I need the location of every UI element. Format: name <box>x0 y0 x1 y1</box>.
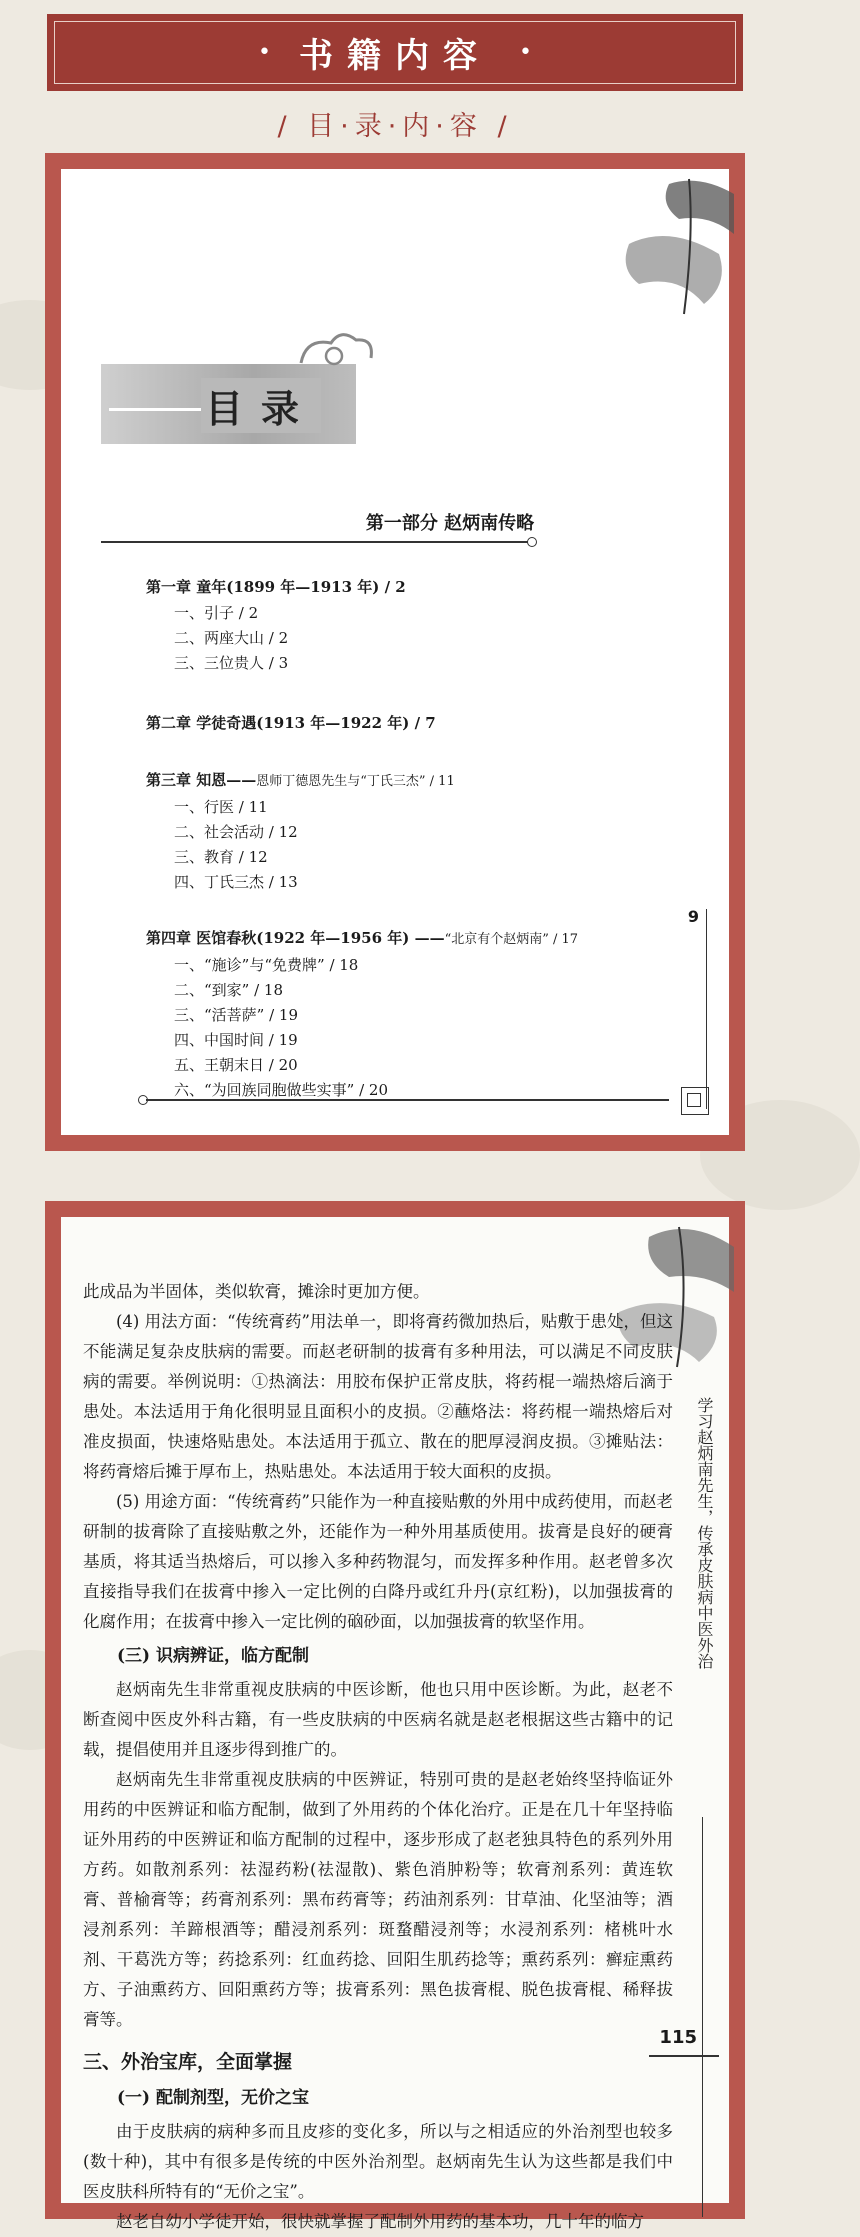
paragraph: (5) 用途方面：“传统膏药”只能作为一种直接贴敷的外用中成药使用，而赵老研制的拔膏除了直接贴敷之外，还能作为一种外用基质使用。拔膏是良好的硬膏基质，将其适当热熔后，可以掺入多种药物混匀，而发挥多种作用。赵老曾多次直接指导我们在拔膏中掺入一定比例的白降丹或红升丹(京红粉)，以加强拔膏的化腐作用；在拔膏中掺入一定比例的硇砂面，以加强拔膏的软坚作用。 <box>83 1492 673 1631</box>
banner-border <box>54 21 736 84</box>
toc-section: 三、“活菩萨” / 19 <box>174 1006 299 1024</box>
toc-section: 一、行医 / 11 <box>174 798 268 816</box>
toc-section: 三、教育 / 12 <box>174 848 268 866</box>
toc-section: 二、两座大山 / 2 <box>174 629 289 647</box>
toc-section: 二、“到家” / 18 <box>174 981 284 999</box>
chapter-title: 第一章 童年(1899 年—1913 年) / 2 <box>146 578 406 596</box>
text-page <box>61 1217 729 2231</box>
toc-chapter <box>146 767 706 895</box>
page-number: 115 <box>659 2027 697 2048</box>
toc-section: 五、王朝末日 / 20 <box>174 1056 298 1074</box>
toc-chapter <box>146 710 706 737</box>
toc-section: 六、“为回族同胞做些实事” / 20 <box>174 1081 389 1099</box>
corner-ornament-icon <box>681 1087 709 1115</box>
paragraph: 赵老自幼小学徒开始，很快就掌握了配制外用药的基本功，几十年的临方 <box>116 2212 644 2231</box>
paragraph: 赵炳南先生非常重视皮肤病的中医辨证，特别可贵的是赵老始终坚持临证外用药的中医辨证和临方配制，做到了外用药的个体化治疗。正是在几十年坚持临证外用药的中医辨证和临方配制的过程中，逐步形成了赵老独具特色的系列外用方药。如散剂系列：祛湿药粉(祛湿散)、紫色消肿粉等；软膏剂系列：黄连软膏、普榆膏等；药膏剂系列：黑布药膏等；药油剂系列：甘草油、化坚油等；酒浸剂系列：羊蹄根酒等；醋浸剂系列：斑蝥醋浸剂等；水浸剂系列：楮桃叶水剂、干葛洗方等；药捻系列：红血药捻、回阳生肌药捻等；熏药系列：癣症熏药方、子油熏药方、回阳熏药方等；拔膏系列：黑色拔膏棍、脱色拔膏棍、稀释拔膏等。 <box>83 1770 673 2029</box>
toc-section: 一、“施诊”与“免费牌” / 18 <box>174 956 359 974</box>
section-banner <box>47 14 743 91</box>
section-subtitle: / 目·录·内·容 / <box>277 111 513 142</box>
toc-list <box>146 574 706 1103</box>
paragraph: 由于皮肤病的病种多而且皮疹的变化多，所以与之相适应的外治剂型也较多(数十种)，其中有很多是传统的中医外治剂型。赵炳南先生认为这些都是我们中医皮肤科所特有的“无价之宝”。 <box>83 2122 673 2201</box>
divider <box>101 541 531 543</box>
bottom-divider <box>146 1099 669 1101</box>
cloud-ornament-icon <box>296 328 376 373</box>
toc-heading-banner <box>101 364 356 444</box>
book-page-frame <box>45 153 745 1151</box>
bullet-dot: • <box>519 40 532 65</box>
toc-section: 二、社会活动 / 12 <box>174 823 298 841</box>
part-title: 第一部分 赵炳南传略 <box>365 513 535 534</box>
body-text <box>83 1277 673 2237</box>
toc-section: 四、丁氏三杰 / 13 <box>174 873 298 891</box>
page-edge-line <box>702 1817 703 2217</box>
chapter-heading: 三、外治宝库，全面掌握 <box>83 2051 293 2073</box>
page-edge-line <box>706 909 707 1109</box>
toc-section: 四、中国时间 / 19 <box>174 1031 298 1049</box>
toc-section: 一、引子 / 2 <box>174 604 259 622</box>
chapter-subtitle: 恩师丁德恩先生与“丁氏三杰” / 11 <box>256 774 455 789</box>
section-heading: (一) 配制剂型，无价之宝 <box>117 2088 310 2108</box>
chapter-title: 第二章 学徒奇遇(1913 年—1922 年) / 7 <box>146 714 436 732</box>
chapter-subtitle: “北京有个赵炳南” / 17 <box>444 932 579 947</box>
section-heading: (三) 识病辨证，临方配制 <box>117 1646 310 1666</box>
chapter-title-text: 第四章 医馆春秋(1922 年—1956 年) —— <box>146 929 445 947</box>
page-number: 9 <box>687 907 699 926</box>
chapter-title-text: 第三章 知恩—— <box>146 771 257 789</box>
vertical-running-title: 学习赵炳南先生，传承皮肤病中医外治 <box>695 1397 714 1669</box>
banner-title: 书籍内容 <box>299 36 491 76</box>
paragraph: 赵炳南先生非常重视皮肤病的中医诊断，他也只用中医诊断。为此，赵老不断查阅中医皮外科古籍，有一些皮肤病的中医病名就是赵老根据这些古籍中的记载，提倡使用并且逐步得到推广的。 <box>83 1680 673 1759</box>
paragraph: 此成品为半固体，类似软膏，摊涂时更加方便。 <box>83 1282 430 1301</box>
toc-chapter <box>146 925 706 1103</box>
paragraph: (4) 用法方面：“传统膏药”用法单一，即将膏药微加热后，贴敷于患处，但这不能满足复杂皮肤病的需要。而赵老研制的拔膏有多种用法，可以满足不同皮肤病的需要。举例说明：①热滴法：用胶布保护正常皮肤，将药棍一端热熔后滴于患处。本法适用于角化很明显且面积小的皮损。②蘸烙法：将药棍一端热熔后对准皮损面，快速烙贴患处。本法适用于孤立、散在的肥厚浸润皮损。③摊贴法：将药膏熔后摊于厚布上，热贴患处。本法适用于较大面积的皮损。 <box>83 1312 673 1481</box>
chapter-title <box>146 767 706 795</box>
bullet-dot: • <box>258 40 271 65</box>
book-page-frame <box>45 1201 745 2231</box>
ink-wash-decoration <box>609 174 739 324</box>
toc-section: 三、三位贵人 / 3 <box>174 654 289 672</box>
toc-page <box>61 169 729 1135</box>
chapter-title <box>146 925 706 953</box>
toc-title: 目录 <box>201 378 321 433</box>
toc-chapter <box>146 574 706 676</box>
